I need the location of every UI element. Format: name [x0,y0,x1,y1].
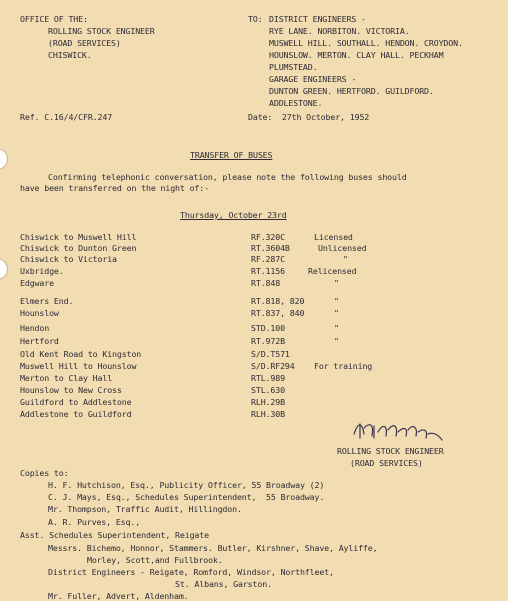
bus: RTL.989 [251,373,285,383]
note: " [334,296,339,306]
route: Hounslow to New Cross [20,385,122,395]
bus: RF.320C [251,232,285,242]
bus: RT.1156 [251,266,285,276]
punch-hole [0,148,8,170]
intro-line-1: Confirming telephonic conversation, please note the following buses should [48,172,407,182]
note: " [343,254,348,264]
note: " [334,308,339,318]
messrs-line-1: Messrs. Bichemo, Honnor, Stammers. Butler, Kirshner, Shave, Ayliffe, [48,543,378,553]
bus: S/D.T571 [251,349,290,359]
note: " [334,336,339,346]
from-line-4: CHISWICK. [48,50,92,60]
bus: RT.848 [251,278,281,288]
copies-label: Copies to: [20,468,69,478]
district-line-1: District Engineers - Reigate, Romford, Windsor, Northfleet, [48,567,334,577]
bus: S/D.RF294 [251,361,295,371]
route: Guildford to Addlestone [20,397,132,407]
from-line-3: (ROAD SERVICES) [48,38,121,48]
note: " [334,278,339,288]
subject-heading: TRANSFER OF BUSES [190,150,273,160]
bus: RLH.30B [251,409,285,419]
to-line: RYE LANE. NORBITON. VICTORIA. [269,26,410,36]
to-line: GARAGE ENGINEERS - [269,74,357,84]
to-line: ADDLESTONE. [269,98,323,108]
bus: STL.630 [251,385,285,395]
copy-recipient: A. R. Purves, Esq., [48,517,141,527]
district-line-2: St. Albans, Garston. [175,579,272,589]
from-line-2: ROLLING STOCK ENGINEER [48,26,155,36]
messrs-line-2: Morley, Scott,and Fullbrook. [87,555,223,565]
copy-recipient: C. J. Mays, Esq., Schedules Superintendent, 55 Broadway. [48,492,325,502]
route: Chiswick to Dunton Green [20,243,137,253]
reference: Ref. C.16/4/CFR.247 [20,112,113,122]
from-line-1: OFFICE OF THE: [20,14,88,24]
route: Hendon [20,323,50,333]
to-line: PLUMSTEAD. [269,62,318,72]
asst-line: Asst. Schedules Superintendent, Reigate [20,530,209,540]
signature-title-1: ROLLING STOCK ENGINEER [337,446,444,456]
bus: STD.100 [251,323,285,333]
route: Uxbridge. [20,266,64,276]
intro-line-2: have been transferred on the night of:- [20,183,209,193]
route: Addlestone to Guildford [20,409,132,419]
route: Hertford [20,336,59,346]
note: Unlicensed [318,243,367,253]
route: Hounslow [20,308,59,318]
route: Merton to Clay Hall [20,373,113,383]
copy-recipient: Mr. Thompson, Traffic Audit, Hillingdon. [48,504,242,514]
route: Chiswick to Victoria [20,254,117,264]
bus: RT.837, 840 [251,308,305,318]
bus: RT.3604B [251,243,290,253]
bus: RT.972B [251,336,285,346]
note: For training [314,361,373,371]
bus: RT.818, 820 [251,296,305,306]
date: Date: 27th October, 1952 [248,112,370,122]
bus: RF.287C [251,254,285,264]
note: " [334,323,339,333]
signature-title-2: (ROAD SERVICES) [350,458,423,468]
to-line: DUNTON GREEN. HERTFORD. GUILDFORD. [269,86,434,96]
bus: RLH.29B [251,397,285,407]
punch-hole [0,258,8,280]
to-line: HOUNSLOW. MERTON. CLAY HALL. PECKHAM [269,50,444,60]
route: Muswell Hill to Hounslow [20,361,137,371]
to-label: TO: [248,14,263,24]
route: Old Kent Road to Kingston [20,349,142,359]
handwritten-signature [352,418,444,444]
fuller-line: Mr. Fuller, Advert, Aldenham. [48,591,189,601]
day-heading: Thursday, October 23rd [180,210,287,220]
note: Relicensed [308,266,357,276]
route: Elmers End. [20,296,74,306]
route: Chiswick to Muswell Hill [20,232,137,242]
note: Licensed [314,232,353,242]
to-line: DISTRICT ENGINEERS - [269,14,366,24]
copy-recipient: H. F. Hutchison, Esq., Publicity Officer, 55 Broadway (2) [48,480,325,490]
route: Edgware [20,278,54,288]
to-line: MUSWELL HILL. SOUTHALL. HENDON. CROYDON. [269,38,463,48]
